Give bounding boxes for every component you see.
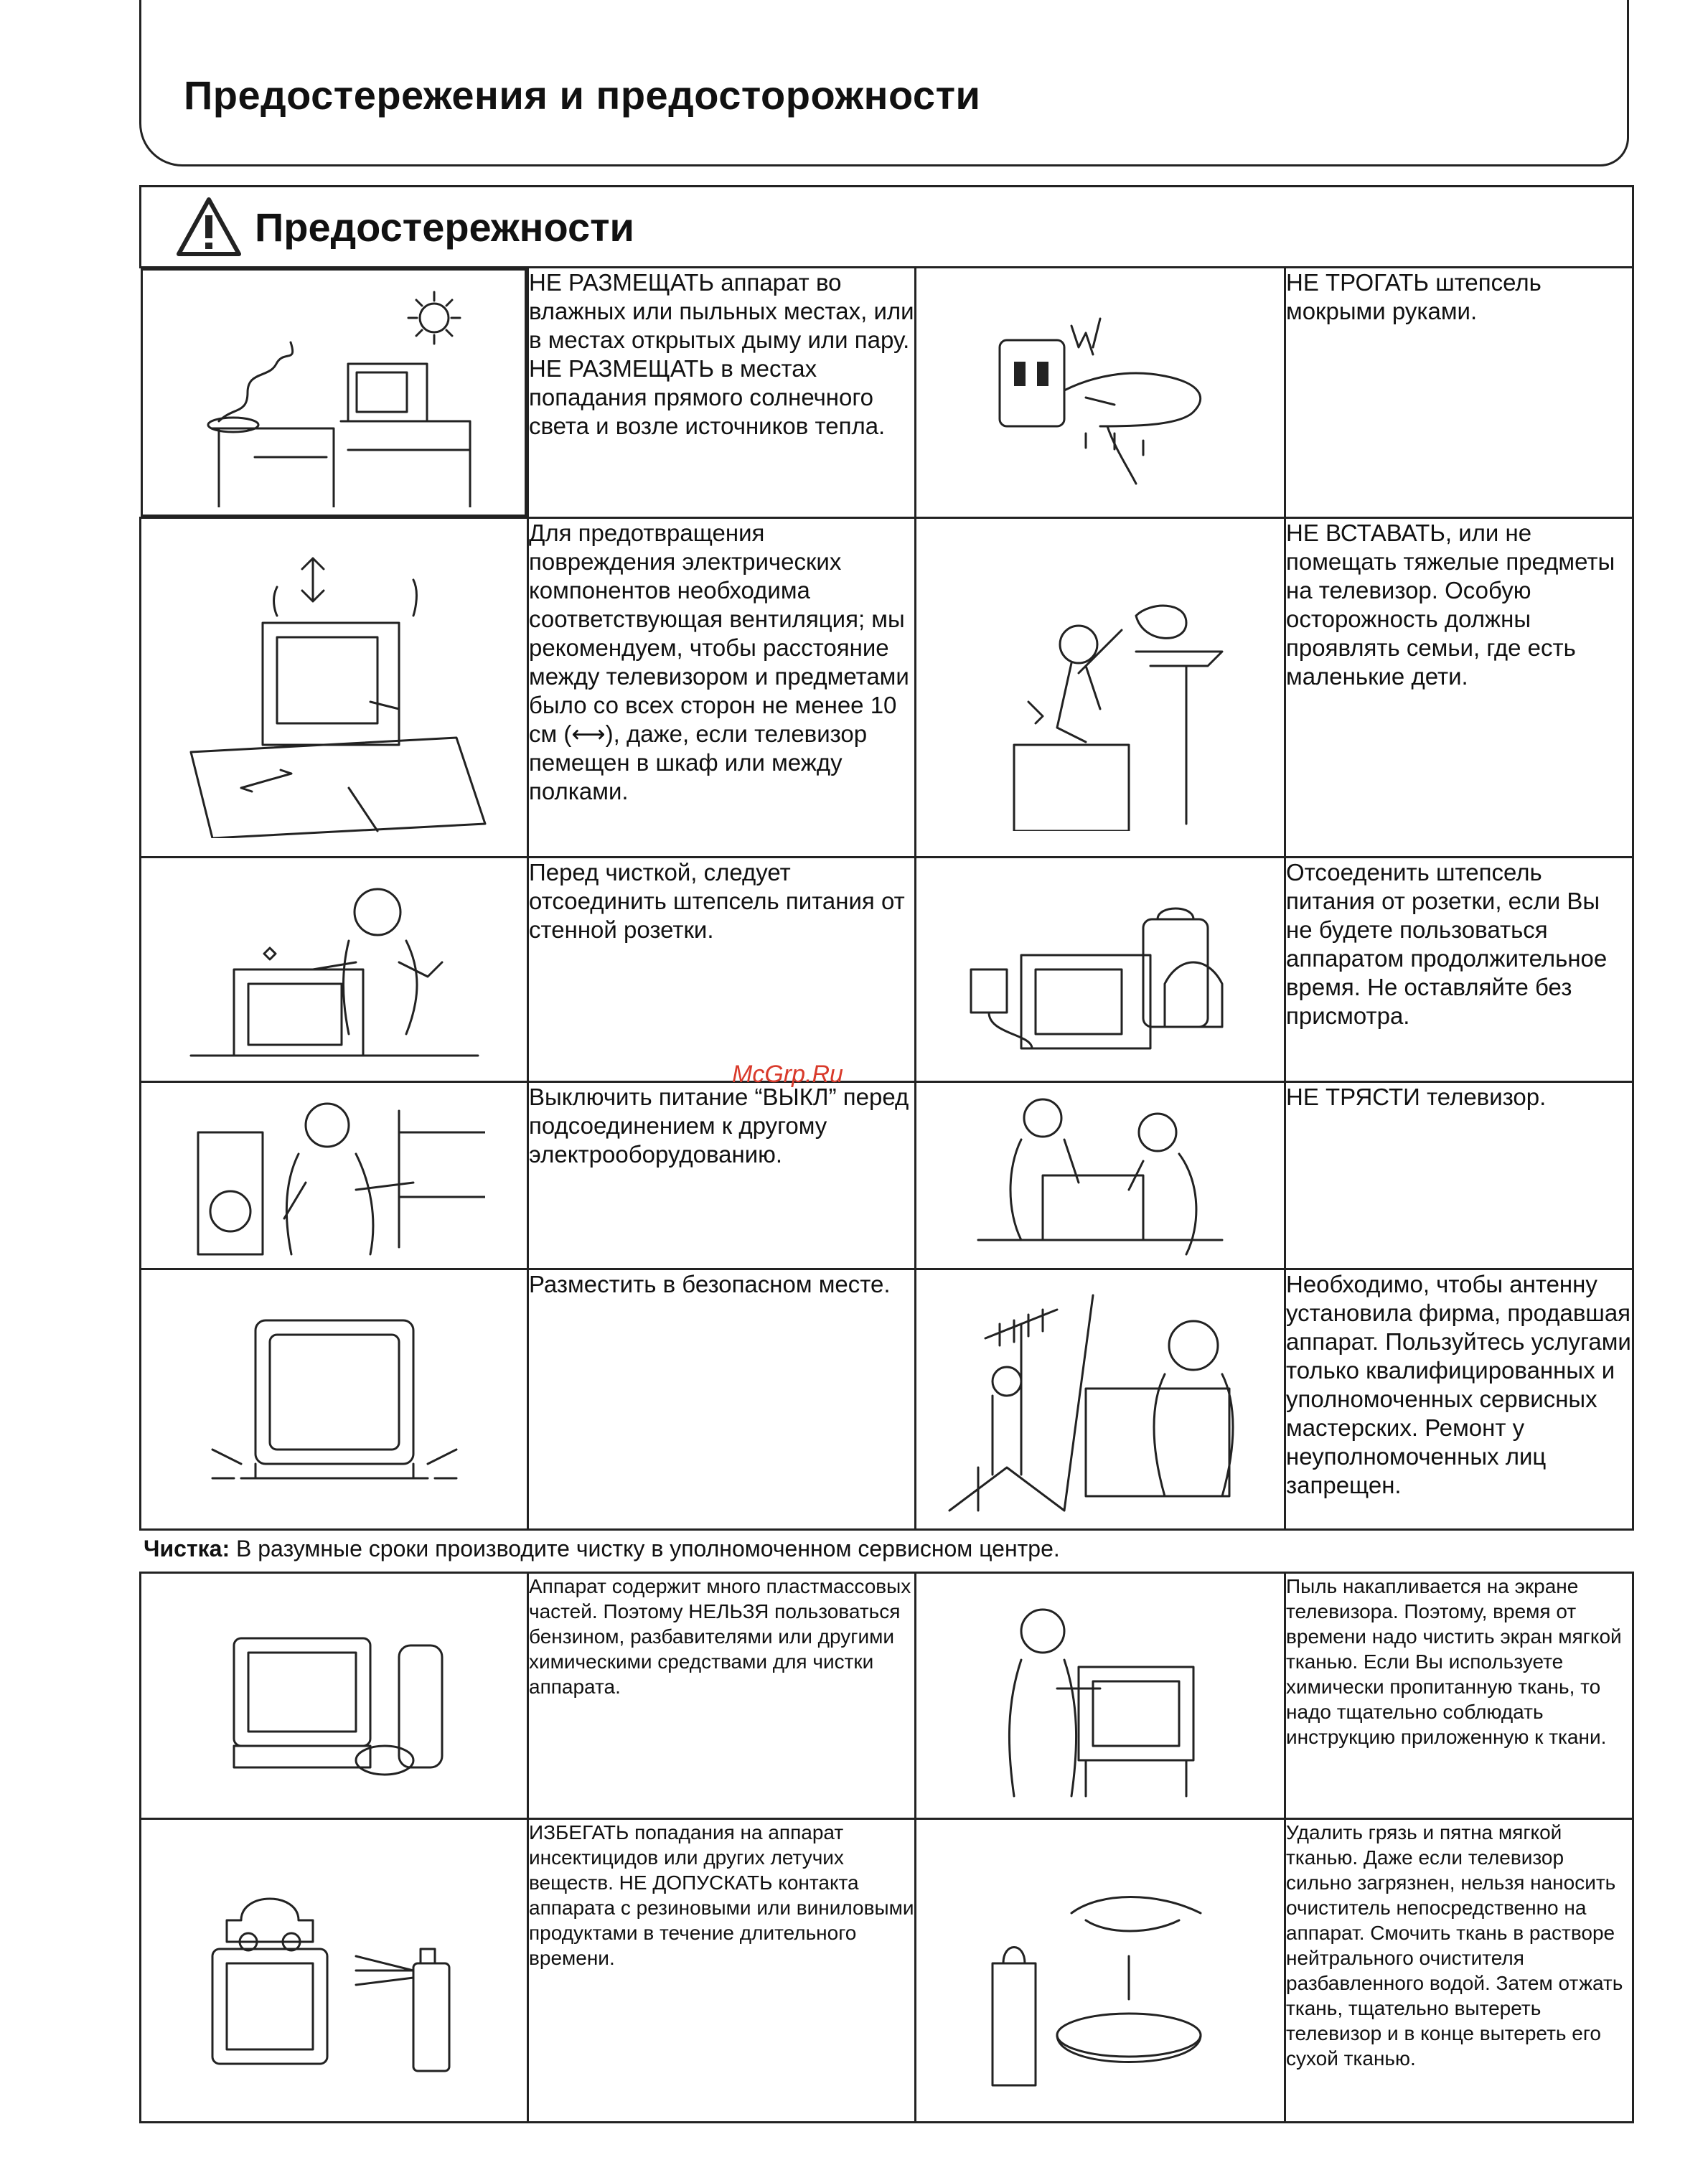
cleaning-note-label: Чистка: [144, 1536, 230, 1561]
watermark: McGrp.Ru [732, 1061, 843, 1088]
illustration-cell [141, 1819, 528, 2123]
warning-triangle-icon [176, 197, 242, 257]
tv-chemical-bottles-icon [205, 1602, 464, 1789]
cleaning-table [139, 1572, 1634, 2123]
woman-wiping-screen-icon [985, 1588, 1215, 1803]
tv-stable-base-icon [184, 1292, 485, 1507]
tv-insecticide-spray-icon [198, 1863, 471, 2078]
precaution-text: Перед чисткой, следует отсоединить штепсель питания от стенной розетки. [528, 858, 916, 1082]
kitchen-steam-sun-icon [176, 278, 492, 507]
cleaning-note-text: В разумные сроки производите чистку в уполномоченном сервисном центре. [235, 1536, 1060, 1561]
section-title: Предостережности [255, 204, 634, 250]
cleaning-text: Аппарат содержит много пластмассовых частей. Поэтому НЕЛЬЗЯ пользоваться бензином, разбавителями или другими химическими средствами для чистки аппарата. [528, 1573, 916, 1819]
illustration-cell [141, 1269, 528, 1530]
illustration-cell [916, 858, 1285, 1082]
cleaning-note [144, 1536, 1060, 1562]
cleaning-text: ИЗБЕГАТЬ попадания на аппарат инсектицидов или других летучих веществ. НЕ ДОПУСКАТЬ контакта аппарата с резиновыми или виниловыми продуктами в течение длительного времени. [528, 1819, 916, 2123]
precaution-text: Необходимо, чтобы антенну установила фирма, продавшая аппарат. Пользуйтесь услугами только квалифицированных и уполномоченных сервисных мастерских. Ремонт у неуполномоченных лиц запрещен. [1285, 1269, 1633, 1530]
cleaning-text: Пыль накапливается на экране телевизора. Поэтому, время от времени надо чистить экран мягкой тканью. Если Вы используете химически пропитанную ткань, то надо тщательно соблюдать инструкцию приложенную к ткани. [1285, 1573, 1633, 1819]
two-people-carrying-tv-icon [964, 1089, 1237, 1262]
precaution-text: НЕ ТРОГАТЬ штепсель мокрыми руками. [1285, 268, 1633, 518]
precautions-table [139, 185, 1634, 1531]
illustration-cell [141, 518, 528, 858]
precaution-text: Для предотвращения повреждения электрических компонентов необходима соответствующая вентиляция; мы рекомендуем, чтобы расстояние между телевизором и предметами было со всех сторон не менее 10 см (⟷), даже, если телевизор пемещен в шкаф или между полками. [528, 518, 916, 858]
cleaning-text: Удалить грязь и пятна мягкой тканью. Даже если телевизор сильно загрязнен, нельзя наносить очиститель непосредственно на аппарат. Смочить ткань в растворе нейтрального очистителя разбавленного водой. Затем отжать ткань, тщательно вытереть телевизор и в конце вытереть его сухой тканью. [1285, 1819, 1633, 2123]
illustration-cell [916, 1819, 1285, 2123]
illustration-cell [141, 268, 527, 517]
wringing-cloth-basin-icon [964, 1841, 1237, 2100]
precaution-text: Разместить в безопасном месте. [528, 1269, 916, 1530]
section-header [141, 187, 1633, 268]
child-climbing-tv-icon [971, 544, 1229, 831]
precaution-text: НЕ ТРЯСТИ телевизор. [1285, 1082, 1633, 1269]
precaution-text: Выключить питание “ВЫКЛ” перед подсоединением к другому электрооборудованию. [528, 1082, 916, 1269]
precaution-text: Отсоеденить штепсель питания от розетки, если Вы не будете пользоваться аппаратом продолжительное время. Не оставляйте без присмотра. [1285, 858, 1633, 1082]
illustration-cell [916, 518, 1285, 858]
illustration-cell [916, 1573, 1285, 1819]
person-connecting-cables-icon [184, 1089, 485, 1262]
illustration-cell [141, 1573, 528, 1819]
tv-luggage-unplugged-icon [957, 876, 1244, 1063]
illustration-cell [916, 1269, 1285, 1530]
ventilation-clearance-icon [169, 537, 499, 838]
page-title: Предостережения и предосторожности [184, 72, 981, 118]
antenna-installer-icon [935, 1281, 1265, 1518]
person-unplugging-icon [184, 869, 485, 1070]
wet-hand-plug-icon [985, 290, 1215, 491]
precaution-text: НЕ ВСТАВАТЬ, или не помещать тяжелые предметы на телевизор. Особую осторожность должны проявлять семьи, где есть маленькие дети. [1285, 518, 1633, 858]
illustration-cell [916, 1082, 1285, 1269]
illustration-cell [916, 268, 1285, 518]
precaution-text: НЕ РАЗМЕЩАТЬ аппарат во влажных или пыльных местах, или в местах открытых дыму или пару. НЕ РАЗМЕЩАТЬ в местах попадания прямого солнечного света и возле источников тепла. [528, 268, 916, 518]
illustration-cell [141, 1082, 528, 1269]
illustration-cell [141, 858, 528, 1082]
